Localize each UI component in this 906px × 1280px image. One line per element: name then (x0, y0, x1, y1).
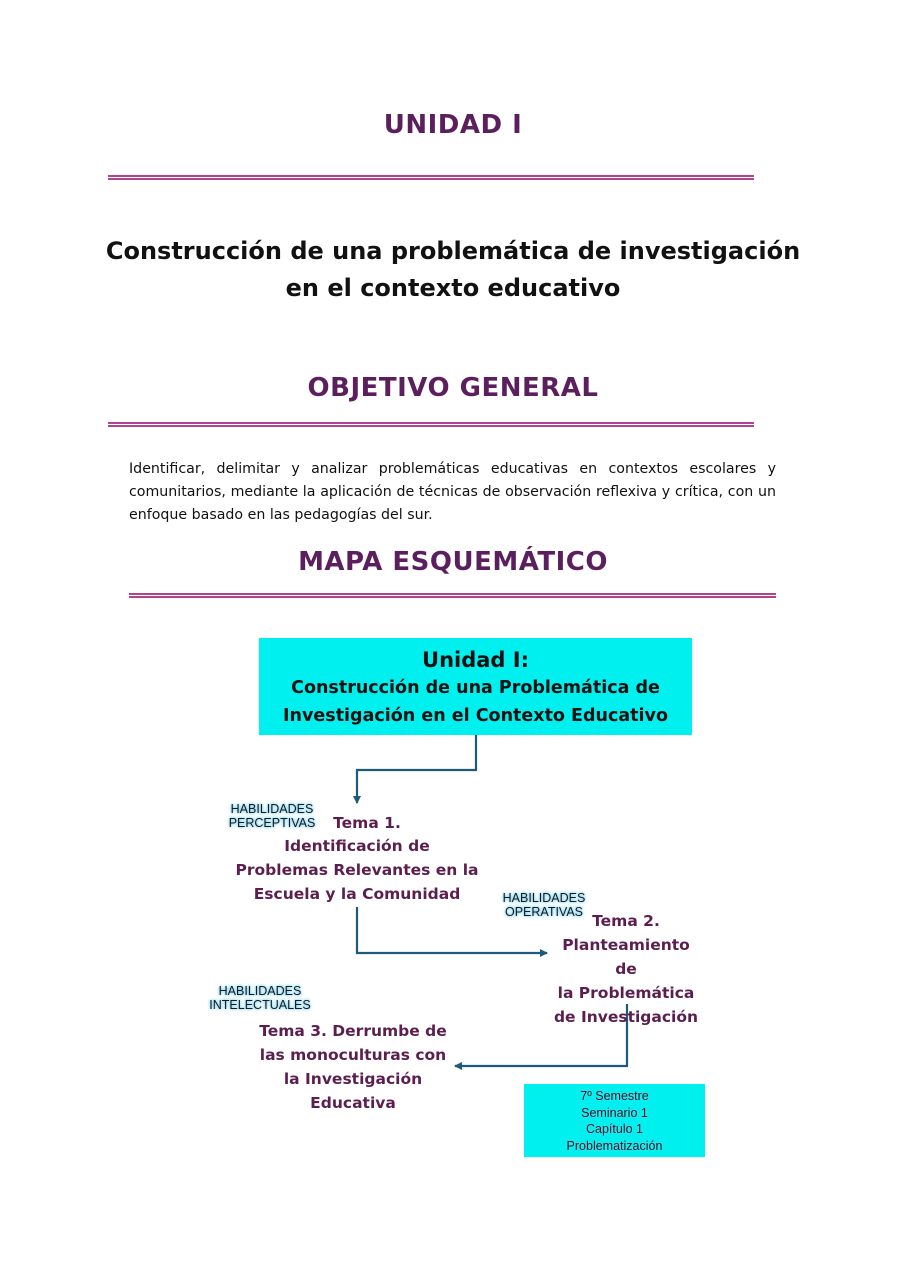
map-heading: MAPA ESQUEMÁTICO (298, 547, 608, 577)
skill-label-intelectuales (202, 984, 318, 1012)
objective-text: Identificar, delimitar y analizar problemáticas educativas en contextos escolares y comunitarios, mediante la aplicación de técnicas de observación reflexiva y crítica, con un enfoque basado en las pedagogías del sur. (129, 461, 776, 523)
subtitle-line: en el contexto educativo (285, 274, 621, 302)
arrow-to-tema1 (357, 735, 476, 803)
tema3-node (248, 1019, 458, 1115)
info-line: 7º Semestre (580, 1089, 649, 1103)
tema1-line: Problemas Relevantes en la (235, 861, 479, 879)
unit-box-line: Construcción de una Problemática de (291, 678, 660, 698)
unit-box-line: Investigación en el Contexto Educativo (283, 706, 668, 726)
info-line: Capítulo 1 (586, 1122, 643, 1136)
skill-label-line: HABILIDADES (230, 802, 314, 816)
objective-heading: OBJETIVO GENERAL (307, 373, 599, 403)
tema2-node (551, 909, 701, 1029)
tema3-line: Tema 3. Derrumbe de (259, 1022, 447, 1040)
skill-label-line: HABILIDADES (502, 891, 586, 905)
tema3-line: las monoculturas con (259, 1046, 447, 1064)
tema2-line: la Problemática (557, 984, 695, 1002)
tema1-body (232, 834, 482, 906)
skill-label-line: INTELECTUALES (209, 998, 311, 1012)
skill-label-line: PERCEPTIVAS (228, 816, 316, 830)
tema2-line: de Investigación (553, 1008, 699, 1026)
subtitle-line: Construcción de una problemática de investigación (105, 237, 801, 265)
unit-box (259, 638, 692, 735)
skill-label-line: OPERATIVAS (504, 905, 584, 919)
tema1-title: Tema 1. (333, 814, 401, 832)
tema1-line: Escuela y la Comunidad (253, 885, 461, 903)
tema3-line: la Investigación (283, 1070, 423, 1088)
info-line: Seminario 1 (581, 1105, 648, 1120)
skill-label-perceptivas (222, 802, 322, 830)
tema2-line: Tema 2. (592, 912, 660, 930)
unit-heading: UNIDAD I (383, 110, 523, 140)
semester-info-box (524, 1084, 705, 1157)
tema3-line: Educativa (310, 1094, 396, 1112)
tema2-line: Planteamiento de (562, 936, 690, 978)
skill-label-line: HABILIDADES (218, 984, 302, 998)
tema1-line: Identificación de (284, 837, 430, 855)
unit-box-title: Unidad I: (422, 648, 529, 672)
info-line: Problematización (566, 1138, 663, 1153)
